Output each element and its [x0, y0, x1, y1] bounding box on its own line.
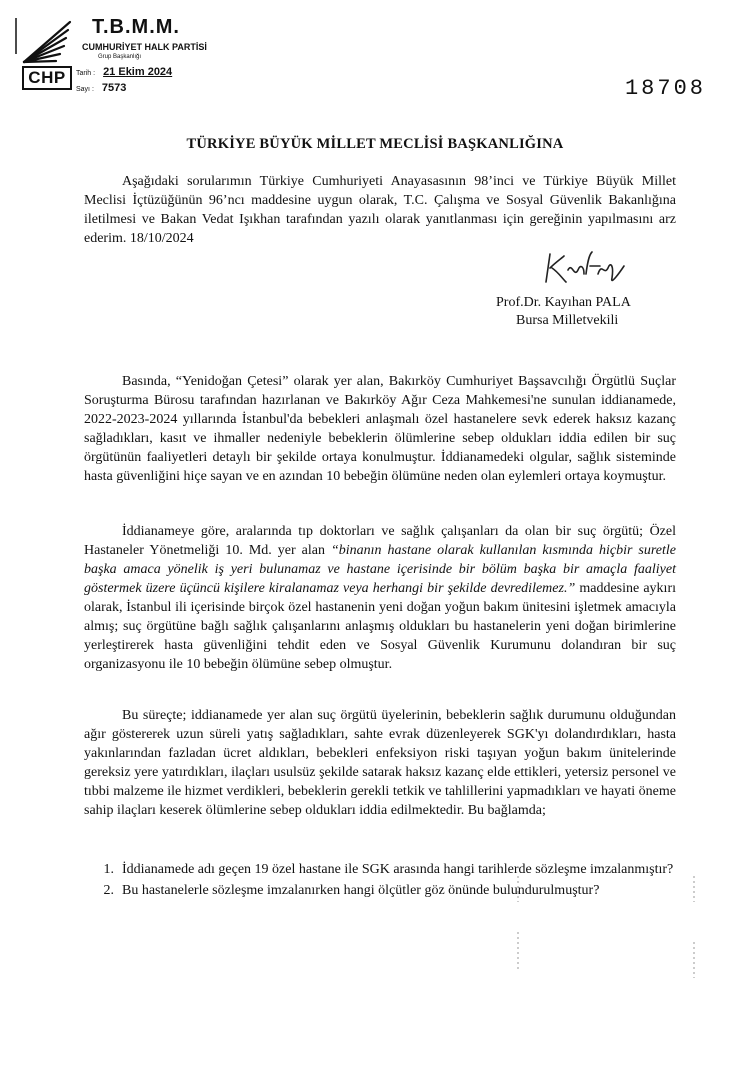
signatory-role: Bursa Milletvekili [516, 313, 619, 328]
document-title: TÜRKİYE BÜYÜK MİLLET MECLİSİ BAŞKANLIĞINA [186, 136, 564, 152]
body-paragraph-3: Bu süreçte; iddianamede yer alan suç örgütü üyelerinin, bebeklerin sağlık durumunu olduğundan ağır göstererek uzun süreli yatış sağladıkları, sahte evrak düzenleyerek SGK'yı dolandırdıkları, hasta yakınlarından fazladan ücret aldıkları, bebekleri enfeksiyon riski taşıyan yoğun bakım ünitelerinde gereksiz yere yatırdıkları, ilaçları usulsüz şekilde satarak haksız kazanç elde ettikleri, yetersiz personel ve tıbbi malzeme ile hizmet verdikleri, bebeklerin gerekli tetkik ve tahlillerini yapmadıkları ve hayati öneme sahip ilaçları keserek ölümlerine sebep oldukları iddia edilmektedir. Bu bağlamda; [84, 708, 676, 818]
number-label: Sayı : [76, 86, 94, 93]
intro-paragraph: Aşağıdaki sorularımın Türkiye Cumhuriyeti Anayasasının 98’inci ve Türkiye Büyük Millet Meclisi İçtüzüğünün 96’ncı maddesine uygun olarak, T.C. Çalışma ve Sosyal Güvenlik Bakanlığına iletilmesi ve Bakan Vedat Işıkhan tarafından yazılı olarak yanıtlanması için gereğinin yapılmasını arz ederim. 18/10/2024 [84, 174, 676, 246]
signatory-block [496, 294, 631, 330]
document-number: 18708 [624, 76, 706, 101]
faint-stamp-mark [512, 872, 702, 982]
handwritten-signature [540, 248, 630, 293]
date-value: 21 Ekim 2024 [103, 66, 173, 78]
p2-rest: maddesine aykırı olarak, İstanbul ili içerisinde birçok özel hastanenin yeni doğan yoğun bakım ünitesini işletmek amacıyla almış; suç örgütüne bağlı sağlık çalışanlarını anlaşmış oldukları bu hastanelerin yeni doğan birimlerine yerleştirerek hasta güvenliğini tehdit eden ve Sosyal Güvenlik Kurumunu dolandıran bir suç organizasyonu ile 10 bebeğin ölümüne sebep olmuştur. [84, 581, 676, 672]
date-row [76, 66, 172, 78]
p2-lead: İddianameye göre, aralarında tıp doktorları ve sağlık çalışanları da olan bir suç örgütü; Özel Hastaneler Yönetmeliği 10. Md. yer alan [84, 524, 676, 558]
chp-logo-text: CHP [22, 66, 72, 90]
question-text: İddianamede adı geçen 19 özel hastane ile SGK arasında hangi tarihlerde sözleşme imzalanmıştır? [122, 862, 674, 877]
date-label: Tarih : [76, 70, 96, 77]
body-paragraph-1: Basında, “Yenidoğan Çetesi” olarak yer alan, Bakırköy Cumhuriyet Başsavcılığı Örgütlü Suçlar Soruşturma Bürosu tarafından hazırlanan ve Bakırköy Ağır Ceza Mahkemesi'ne sunulan iddianamede, 2022-2023-2024 yıllarında İstanbul'da bebekleri anlaşmalı özel hastanelere sevk ederek haksız kazanç sağladıkları, kasıt ve ihmaller nedeniyle bebeklerin ölümlerine sebep oldukları iddia edilen bir suç örgütünün faaliyetleri detaylı bir şekilde ortaya konulmuştur. İddianamedeki olgular, sağlık sisteminde hasta güvenliğini hiçe sayan ve en azından 10 bebeğin ölümüne neden olan eylemleri ortaya koymuştur. [84, 374, 676, 484]
org-subtitle: CUMHURİYET HALK PARTİSİ [82, 42, 207, 52]
logo-rays-icon [14, 14, 78, 70]
number-row [76, 82, 126, 94]
org-subtitle-2: Grup Başkanlığı [98, 54, 142, 60]
question-text: Bu hastanelerle sözleşme imzalanırken hangi ölçütler göz önünde bulundurulmuştur? [122, 883, 600, 898]
question-number: 1. [103, 862, 114, 877]
body-paragraph-2 [84, 522, 676, 674]
number-value: 7573 [101, 82, 127, 94]
signatory-name: Prof.Dr. Kayıhan PALA [496, 295, 631, 310]
p2-quote: “binanın hastane olarak kullanılan kısmında hiçbir suretle başka amaca yönelik iş yeri bulunamaz ve hastane içerisinde bir bölüm başka bir amaçla faaliyet göstermek üzere üçüncü kişilere kiralanamaz veya herhangi bir şekilde devredilemez.” [84, 543, 676, 596]
question-number: 2. [103, 883, 114, 898]
org-title: T.B.M.M. [92, 16, 180, 38]
